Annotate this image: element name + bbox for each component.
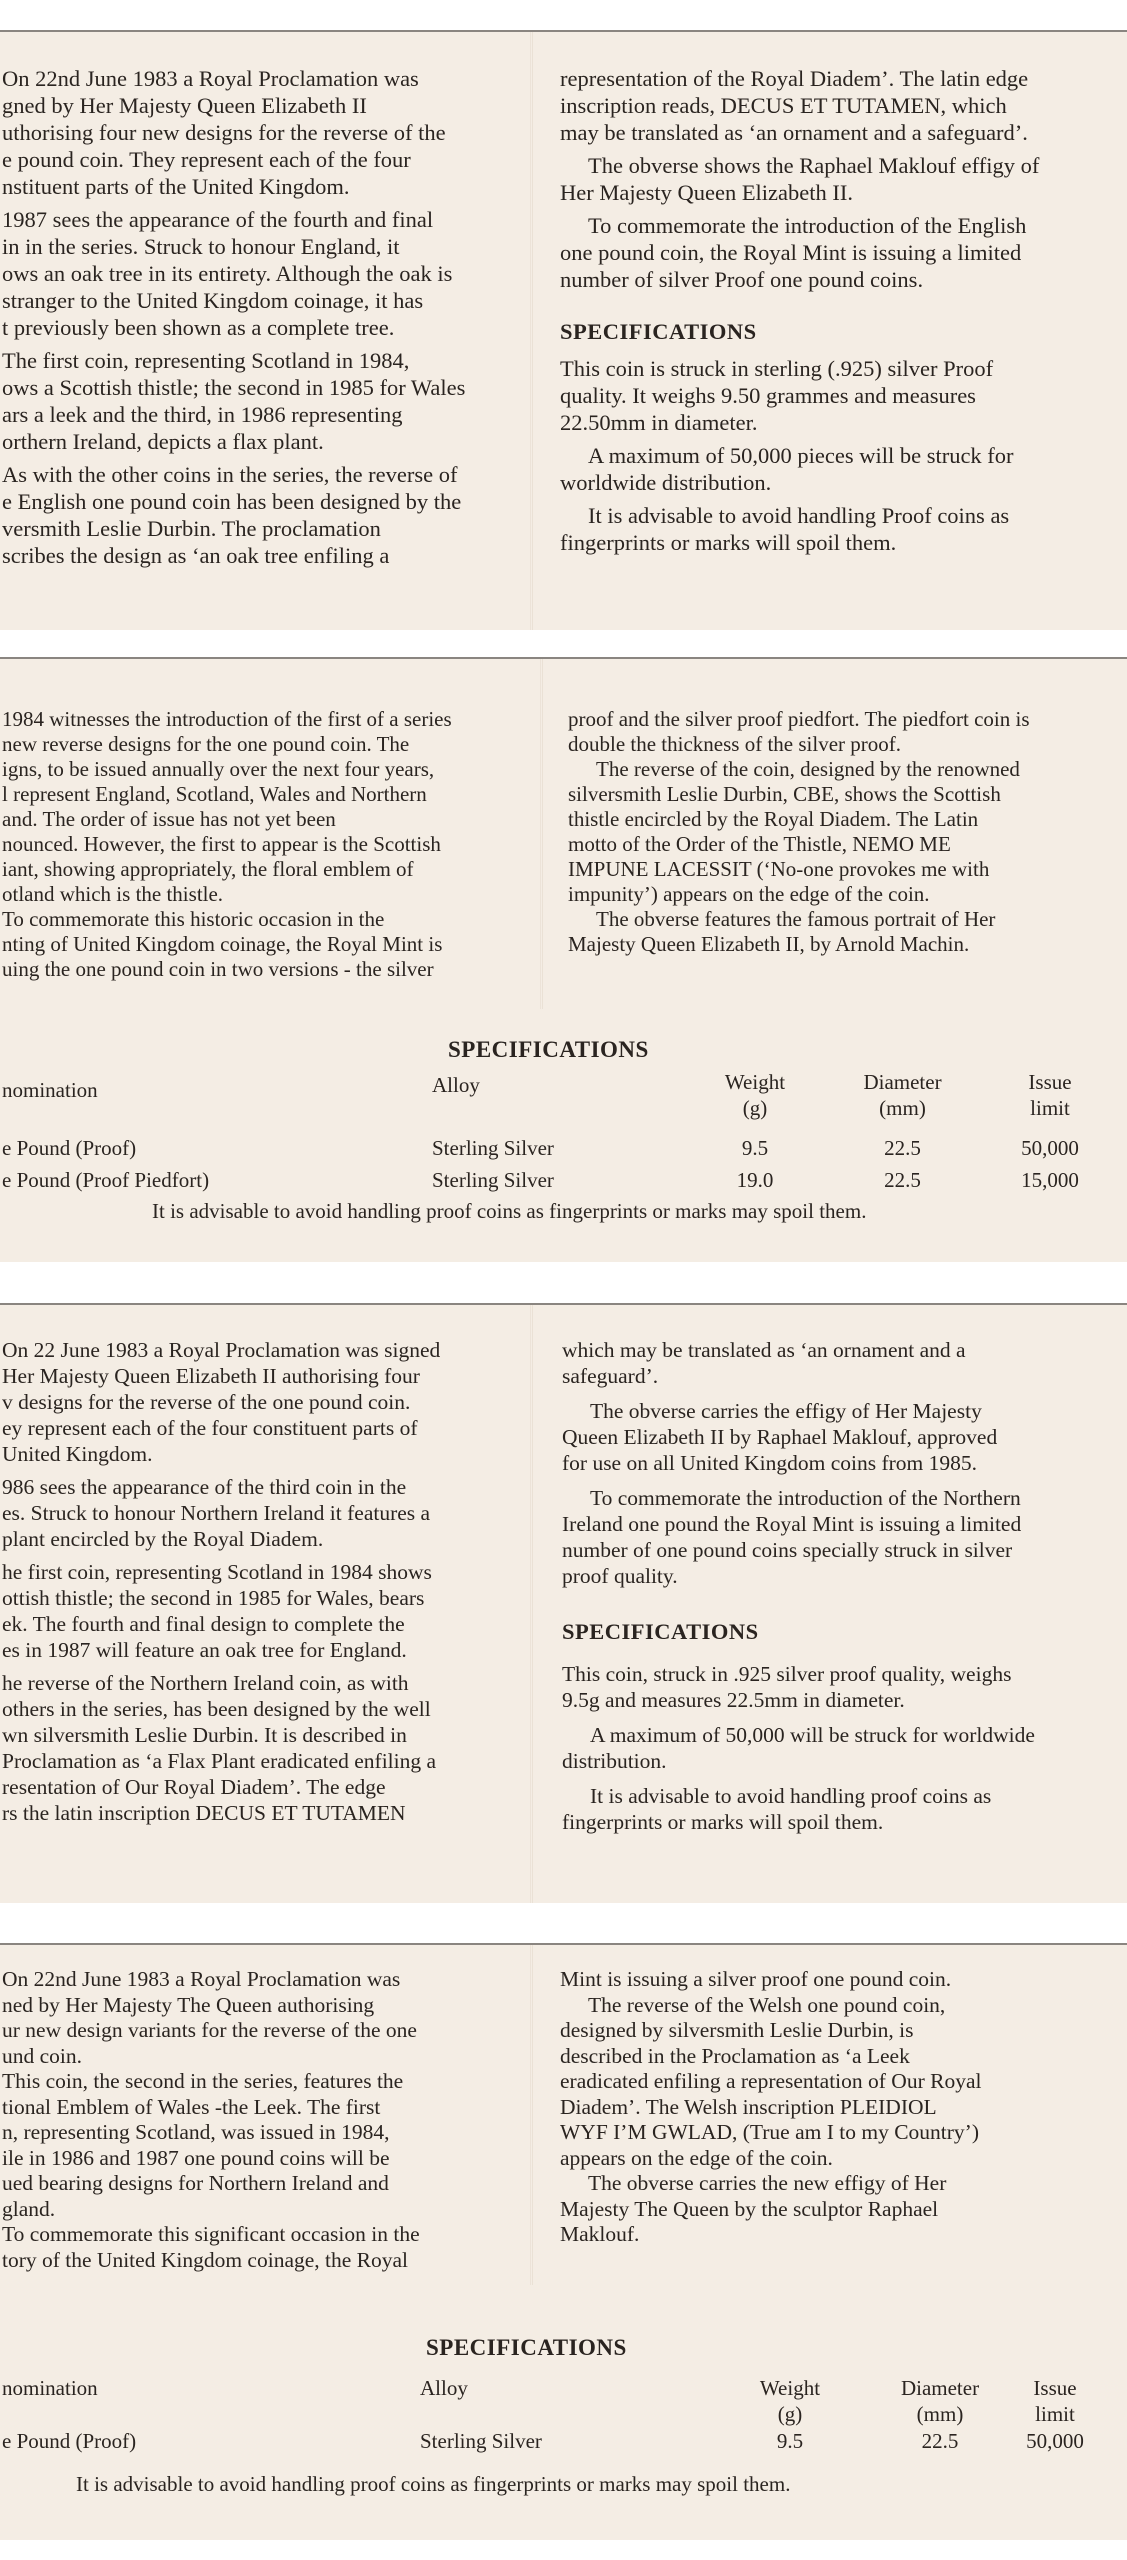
header-issue: [1010, 2375, 1100, 2427]
text-line: This coin, the second in the series, features the: [2, 2069, 404, 2093]
text-line: t previously been shown as a complete tree.: [2, 315, 395, 340]
text-line: e pound coin. They represent each of the four: [2, 147, 411, 172]
text-line: and. The order of issue has not yet been: [2, 807, 336, 831]
header-weight-label: Weight: [724, 1070, 786, 1094]
text-line: tory of the United Kingdom coinage, the Royal: [2, 2247, 409, 2272]
text-line: he reverse of the Northern Ireland coin, as with: [2, 1671, 409, 1695]
table-row-1-weight: 9.5: [741, 1136, 769, 1160]
card2-right-column: [568, 707, 1123, 957]
card1-right-column: [560, 65, 1120, 562]
text-line: new reverse designs for the one pound coin. The: [2, 732, 410, 756]
text-line: nounced. However, the first to appear is the Scottish: [2, 832, 441, 856]
table-row-1-diameter: 22.5: [921, 2429, 959, 2453]
text-line: ows an oak tree in its entirety. Although the oak is: [2, 261, 453, 286]
text-line: es in 1987 will feature an oak tree for England.: [2, 1638, 407, 1662]
specifications-heading: SPECIFICATIONS: [562, 1619, 759, 1644]
text-line: Majesty The Queen by the sculptor Raphael: [560, 2196, 939, 2221]
text-line: WYF I’M GWLAD, (True am I to my Country’): [560, 2120, 979, 2144]
text-line: distribution.: [562, 1749, 667, 1773]
header-alloy: Alloy: [420, 2376, 468, 2400]
text-line: ek. The fourth and final design to complete the: [2, 1612, 405, 1636]
table-row-2-denomination: e Pound (Proof Piedfort): [2, 1168, 210, 1192]
text-line: n, representing Scotland, was issued in 1984,: [2, 2120, 390, 2144]
text-line: ows a Scottish thistle; the second in 1985 for Wales: [2, 375, 466, 400]
text-line: proof quality.: [562, 1564, 678, 1588]
text-line: for use on all United Kingdom coins from 1985.: [562, 1451, 978, 1475]
leaflet-england: [0, 30, 1127, 630]
header-diameter-label: Diameter: [900, 2376, 980, 2400]
leaflet-wales: [0, 1943, 1127, 2540]
text-line: number of silver Proof one pound coins.: [560, 267, 924, 292]
page-fold: [530, 32, 533, 630]
text-line: Majesty Queen Elizabeth II, by Arnold Machin.: [568, 932, 970, 956]
header-denomination: nomination: [2, 2376, 98, 2400]
text-line: resentation of Our Royal Diadem’. The edge: [2, 1775, 386, 1799]
text-line: in in the series. Struck to honour England, it: [2, 234, 400, 259]
card2-left-column: [2, 707, 532, 982]
text-line: stranger to the United Kingdom coinage, it has: [2, 288, 424, 313]
text-line: To commemorate the introduction of the Northern: [590, 1486, 1021, 1510]
card1-left-column: [2, 65, 522, 575]
text-line: On 22nd June 1983 a Royal Proclamation was: [2, 66, 419, 91]
text-line: The first coin, representing Scotland in 1984,: [2, 348, 410, 373]
text-line: may be translated as ‘an ornament and a safeguard’.: [560, 120, 1028, 145]
text-line: On 22 June 1983 a Royal Proclamation was signed: [2, 1338, 441, 1362]
header-issue-unit: limit: [1030, 1096, 1070, 1120]
text-line: The obverse features the famous portrait of Her: [596, 907, 996, 931]
text-line: one pound coin, the Royal Mint is issuing a limited: [560, 240, 1022, 265]
text-line: ued bearing designs for Northern Ireland and: [2, 2171, 389, 2195]
text-line: quality. It weighs 9.50 grammes and measures: [560, 383, 976, 408]
text-line: appears on the edge of the coin.: [560, 2145, 833, 2170]
text-line: Her Majesty Queen Elizabeth II authorising four: [2, 1364, 420, 1388]
text-line: ned by Her Majesty The Queen authorising: [2, 1992, 375, 2017]
text-line: 1987 sees the appearance of the fourth and final: [2, 207, 434, 232]
text-line: inscription reads, DECUS ET TUTAMEN, which: [560, 93, 1007, 118]
header-alloy: Alloy: [432, 1073, 480, 1097]
text-line: rs the latin inscription DECUS ET TUTAMEN: [2, 1801, 406, 1825]
text-line: which may be translated as ‘an ornament and a: [562, 1338, 966, 1362]
text-line: The obverse carries the new effigy of Her: [588, 2171, 947, 2195]
text-line: 9.5g and measures 22.5mm in diameter.: [562, 1688, 905, 1712]
table-row-1-weight: 9.5: [776, 2429, 804, 2453]
text-line: uing the one pound coin in two versions - the silver: [2, 957, 434, 981]
text-line: described in the Proclamation as ‘a Leek: [560, 2043, 910, 2068]
header-weight-unit: (g): [777, 2402, 803, 2426]
header-issue-label: Issue: [1033, 2376, 1077, 2400]
page-fold: [540, 659, 543, 1009]
header-issue: [1000, 1069, 1100, 1121]
table-row-1-denomination: e Pound (Proof): [2, 1136, 137, 1160]
text-line: Mint is issuing a silver proof one pound coin.: [560, 1967, 952, 1991]
header-denomination: nomination: [2, 1078, 98, 1102]
text-line: This coin, struck in .925 silver proof quality, weighs: [562, 1662, 1012, 1686]
text-line: The reverse of the coin, designed by the renowned: [596, 757, 1020, 781]
text-line: ars a leek and the third, in 1986 representing: [2, 402, 403, 427]
text-line: silversmith Leslie Durbin, CBE, shows the Scottish: [568, 782, 1001, 806]
leaflet-scotland: [0, 657, 1127, 1262]
leaflet-northern-ireland: [0, 1303, 1127, 1903]
text-line: l represent England, Scotland, Wales and Northern: [2, 782, 427, 806]
header-diameter: [880, 2375, 1000, 2427]
text-line: tional Emblem of Wales -the Leek. The first: [2, 2094, 381, 2119]
table-row-1-issue: 50,000: [1026, 2429, 1084, 2453]
text-line: e English one pound coin has been designed by the: [2, 489, 462, 514]
text-line: nting of United Kingdom coinage, the Royal Mint is: [2, 932, 443, 956]
table-row-2-alloy: Sterling Silver: [432, 1168, 554, 1192]
specifications-title: SPECIFICATIONS: [426, 2335, 627, 2360]
text-line: nstituent parts of the United Kingdom.: [2, 174, 350, 199]
text-line: fingerprints or marks will spoil them.: [560, 530, 897, 555]
text-line: he first coin, representing Scotland in 1984 shows: [2, 1560, 432, 1584]
text-line: United Kingdom.: [2, 1442, 153, 1466]
text-line: Queen Elizabeth II by Raphael Maklouf, approved: [562, 1425, 998, 1449]
handling-note: It is advisable to avoid handling proof coins as fingerprints or marks may spoil them.: [76, 2472, 791, 2496]
text-line: others in the series, has been designed by the well: [2, 1697, 431, 1721]
text-line: wn silversmith Leslie Durbin. It is described in: [2, 1723, 407, 1747]
text-line: versmith Leslie Durbin. The proclamation: [2, 516, 381, 541]
card4-right-column: [560, 1967, 1120, 2248]
text-line: plant encircled by the Royal Diadem.: [2, 1527, 324, 1551]
text-line: es. Struck to honour Northern Ireland it features a: [2, 1501, 431, 1525]
text-line: Proclamation as ‘a Flax Plant eradicated enfiling a: [2, 1749, 437, 1773]
text-line: It is advisable to avoid handling proof coins as: [590, 1784, 992, 1808]
text-line: impunity’) appears on the edge of the coin.: [568, 882, 930, 906]
header-diameter-unit: (mm): [879, 1096, 926, 1120]
text-line: ile in 1986 and 1987 one pound coins will be: [2, 2145, 390, 2170]
text-line: Her Majesty Queen Elizabeth II.: [560, 180, 854, 205]
text-line: The obverse carries the effigy of Her Majesty: [590, 1399, 982, 1423]
text-line: proof and the silver proof piedfort. The piedfort coin is: [568, 707, 1030, 731]
text-line: To commemorate this significant occasion in the: [2, 2222, 420, 2246]
text-line: 1984 witnesses the introduction of the first of a series: [2, 707, 452, 731]
text-line: A maximum of 50,000 pieces will be struck for: [588, 443, 1014, 468]
text-line: v designs for the reverse of the one pound coin.: [2, 1390, 411, 1414]
specifications-title: SPECIFICATIONS: [448, 1037, 649, 1062]
header-issue-unit: limit: [1035, 2402, 1075, 2426]
text-line: 986 sees the appearance of the third coin in the: [2, 1475, 407, 1499]
text-line: Ireland one pound the Royal Mint is issuing a limited: [562, 1512, 1022, 1536]
text-line: fingerprints or marks will spoil them.: [562, 1810, 884, 1834]
header-weight: [735, 2375, 845, 2427]
page-fold: [530, 1945, 533, 2285]
table-row-1-issue: 50,000: [1021, 1136, 1079, 1160]
text-line: igns, to be issued annually over the next four years,: [2, 757, 435, 781]
text-line: orthern Ireland, depicts a flax plant.: [2, 429, 324, 454]
text-line: 22.50mm in diameter.: [560, 410, 758, 435]
text-line: It is advisable to avoid handling Proof coins as: [588, 503, 1010, 528]
header-weight-unit: (g): [742, 1096, 768, 1120]
header-weight-label: Weight: [759, 2376, 821, 2400]
text-line: worldwide distribution.: [560, 470, 772, 495]
text-line: representation of the Royal Diadem’. The latin edge: [560, 66, 1029, 91]
table-row-1-alloy: Sterling Silver: [420, 2429, 542, 2453]
text-line: To commemorate the introduction of the English: [588, 213, 1027, 238]
text-line: scribes the design as ‘an oak tree enfiling a: [2, 543, 390, 568]
text-line: thistle encircled by the Royal Diadem. The Latin: [568, 807, 979, 831]
table-row-1-denomination: e Pound (Proof): [2, 2429, 137, 2453]
text-line: To commemorate this historic occasion in the: [2, 907, 385, 931]
card4-left-column: [2, 1967, 522, 2273]
text-line: iant, showing appropriately, the floral emblem of: [2, 857, 414, 881]
text-line: double the thickness of the silver proof.: [568, 732, 902, 756]
text-line: As with the other coins in the series, the reverse of: [2, 462, 458, 487]
text-line: safeguard’.: [562, 1364, 659, 1388]
text-line: The reverse of the Welsh one pound coin,: [588, 1992, 946, 2017]
page-fold: [530, 1305, 533, 1903]
text-line: The obverse shows the Raphael Maklouf effigy of: [588, 153, 1040, 178]
text-line: designed by silversmith Leslie Durbin, is: [560, 2018, 914, 2042]
table-row-2-issue: 15,000: [1021, 1168, 1079, 1192]
text-line: otland which is the thistle.: [2, 882, 224, 906]
header-diameter: [840, 1069, 965, 1121]
text-line: Maklouf.: [560, 2222, 640, 2246]
header-weight: [700, 1069, 810, 1121]
text-line: motto of the Order of the Thistle, NEMO ME: [568, 832, 951, 856]
text-line: ey represent each of the four constituent parts of: [2, 1416, 418, 1440]
header-diameter-unit: (mm): [916, 2402, 964, 2426]
text-line: gned by Her Majesty Queen Elizabeth II: [2, 93, 367, 118]
text-line: IMPUNE LACESSIT (‘No-one provokes me with: [568, 857, 990, 881]
text-line: Diadem’. The Welsh inscription PLEIDIOL: [560, 2094, 937, 2119]
header-diameter-label: Diameter: [863, 1070, 942, 1094]
text-line: On 22nd June 1983 a Royal Proclamation was: [2, 1967, 401, 1991]
text-line: A maximum of 50,000 will be struck for worldwide: [590, 1723, 1035, 1747]
header-issue-label: Issue: [1028, 1070, 1072, 1094]
text-line: uthorising four new designs for the reverse of the: [2, 120, 446, 145]
text-line: gland.: [2, 2196, 56, 2221]
text-line: ottish thistle; the second in 1985 for Wales, bears: [2, 1586, 425, 1610]
table-row-2-weight: 19.0: [736, 1168, 774, 1192]
text-line: ur new design variants for the reverse of the one: [2, 2018, 417, 2042]
text-line: This coin is struck in sterling (.925) silver Proof: [560, 356, 994, 381]
card3-left-column: [2, 1337, 522, 1826]
card3-right-column: [562, 1337, 1122, 1835]
table-row-2-diameter: 22.5: [884, 1168, 921, 1192]
handling-note: It is advisable to avoid handling proof coins as fingerprints or marks may spoil them.: [152, 1199, 867, 1223]
table-row-1-alloy: Sterling Silver: [432, 1136, 554, 1160]
specifications-heading: SPECIFICATIONS: [560, 319, 757, 344]
text-line: eradicated enfiling a representation of Our Royal: [560, 2069, 982, 2093]
table-row-1-diameter: 22.5: [884, 1136, 921, 1160]
text-line: und coin.: [2, 2043, 83, 2068]
text-line: number of one pound coins specially struck in silver: [562, 1538, 1013, 1562]
